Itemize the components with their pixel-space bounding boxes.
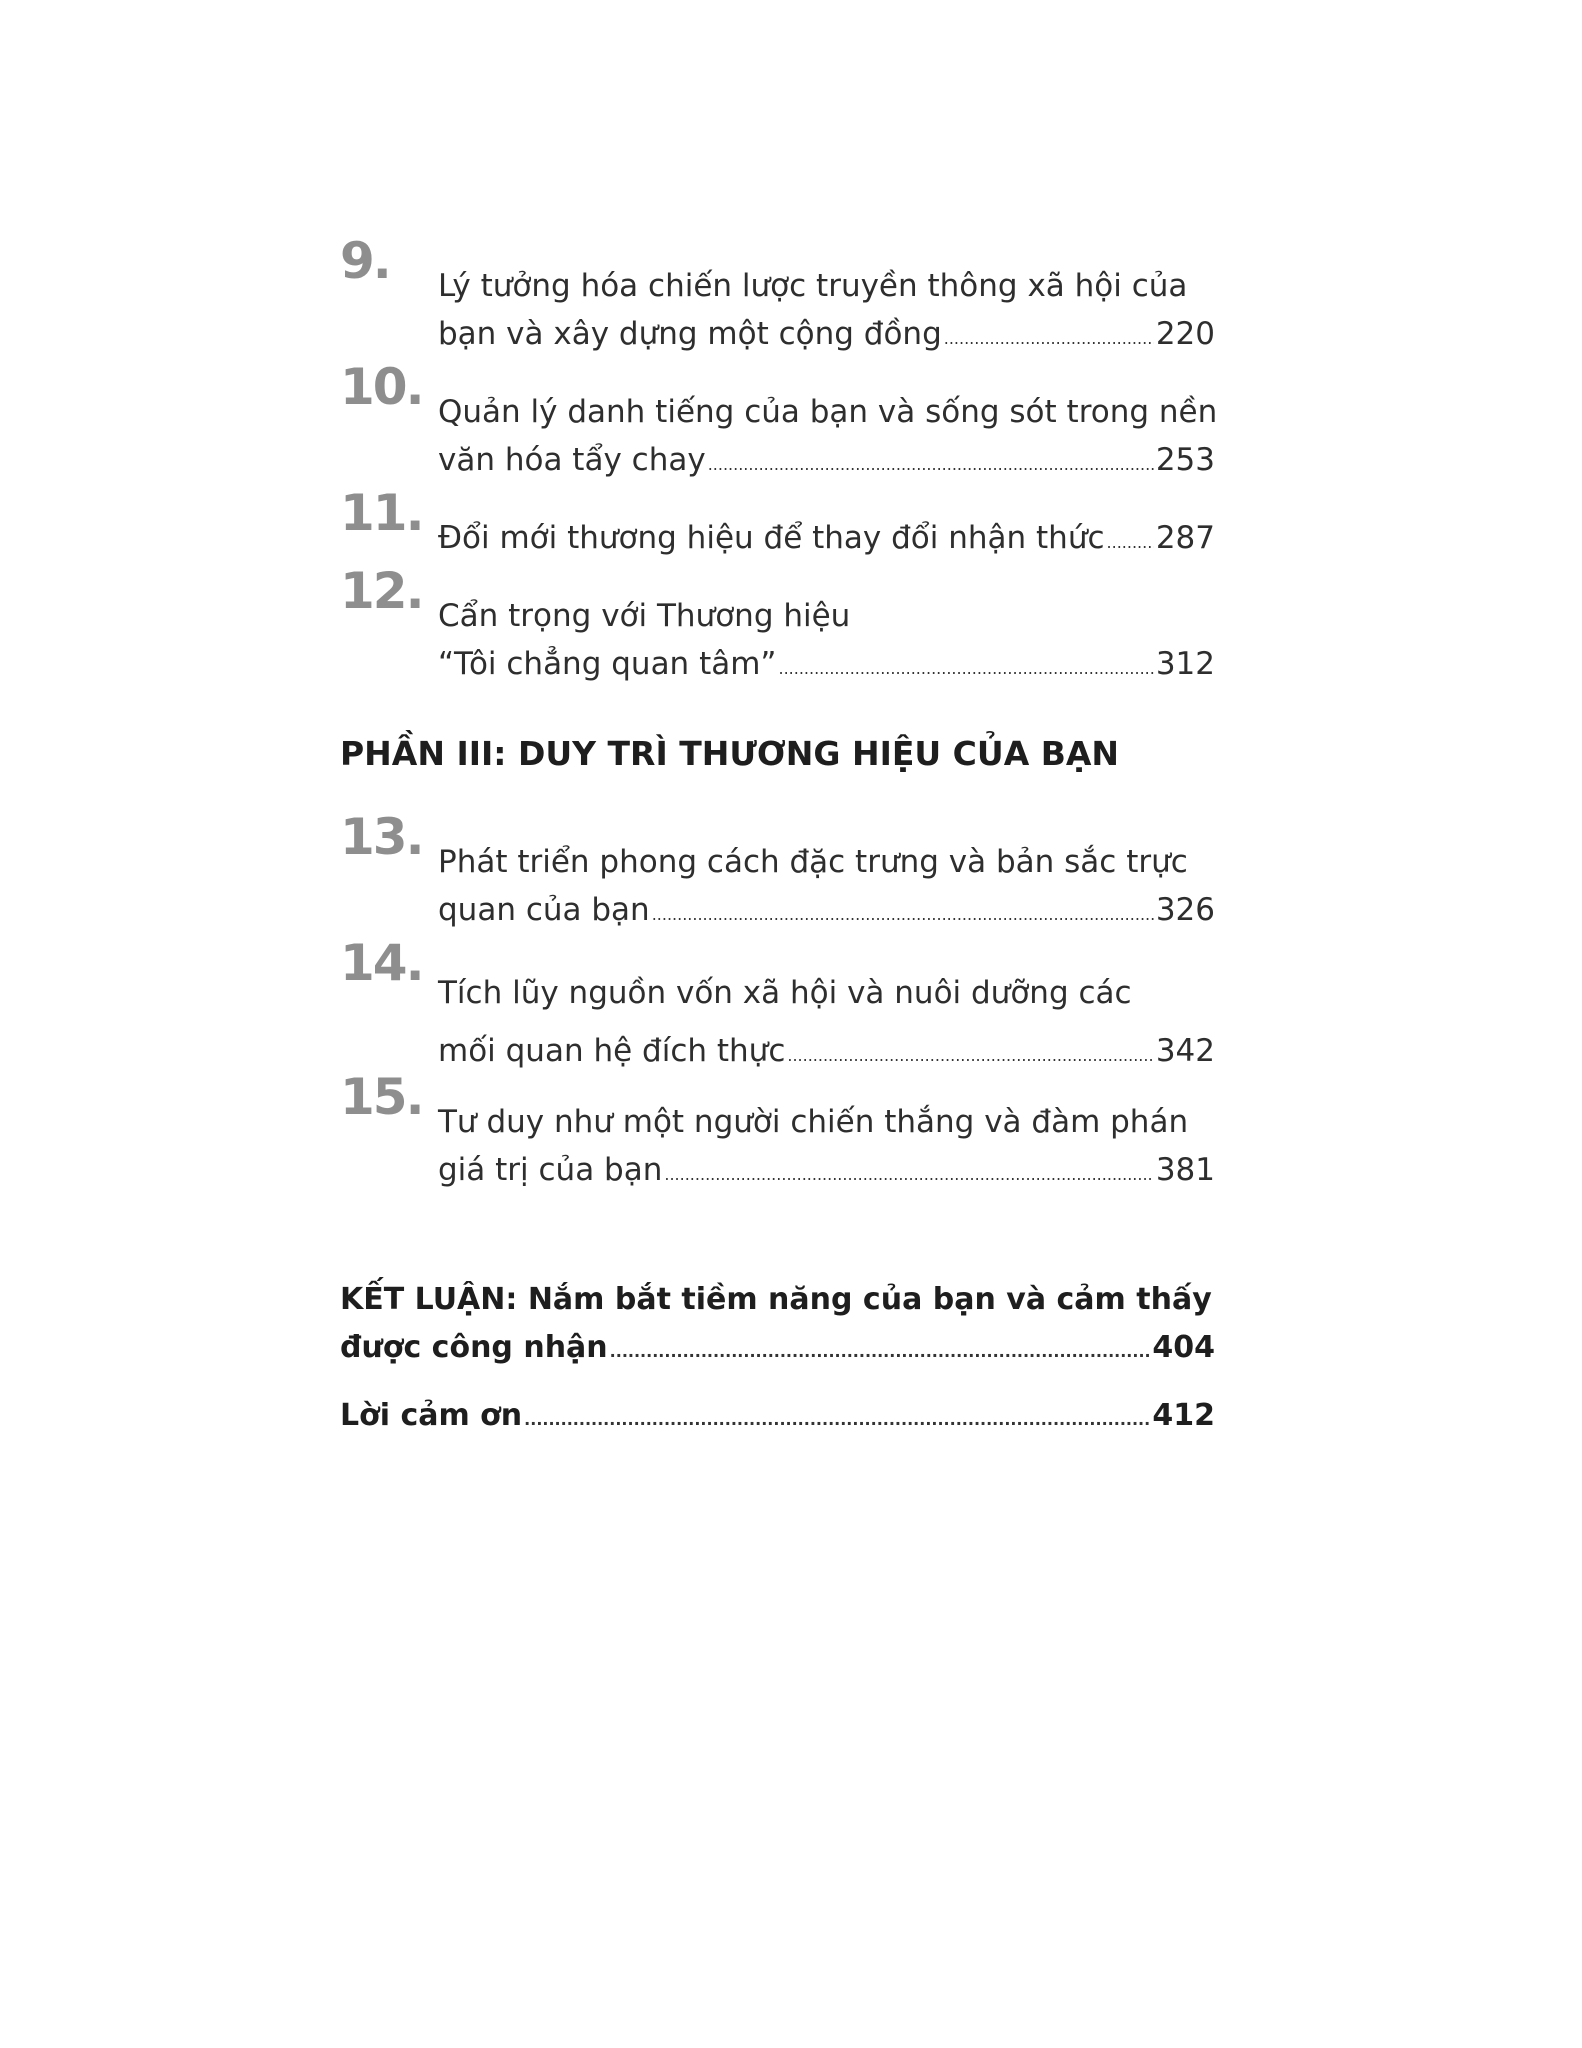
chapter-title-line: Lý tưởng hóa chiến lược truyền thông xã hội của — [438, 268, 1188, 304]
dot-leader — [524, 1396, 1150, 1444]
chapter-title-line: Quản lý danh tiếng của bạn và sống sót trong nền — [438, 394, 1218, 430]
chapter-title-line: quan của bạn — [438, 892, 650, 928]
conclusion-title-line: KẾT LUẬN: Nắm bắt tiềm năng của bạn và cảm thấy — [340, 1282, 1212, 1317]
chapter-number: 12. — [340, 562, 423, 620]
chapter-title-line: “Tôi chẳng quan tâm” — [438, 646, 777, 682]
chapter-number: 14. — [340, 934, 423, 992]
page-number: 342 — [1155, 1033, 1215, 1069]
page-number: 287 — [1155, 520, 1215, 556]
toc-entry-conclusion[interactable] — [340, 1276, 1215, 1376]
chapter-title-line: giá trị của bạn — [438, 1152, 663, 1188]
chapter-title-line: bạn và xây dựng một cộng đồng — [438, 316, 942, 352]
chapter-title-line: Tích lũy nguồn vốn xã hội và nuôi dưỡng các — [438, 975, 1132, 1011]
section-heading: PHẦN III: DUY TRÌ THƯƠNG HIỆU CỦA BẠN — [340, 734, 1120, 773]
page-number: 412 — [1152, 1398, 1215, 1433]
chapter-number: 15. — [340, 1068, 423, 1126]
dot-leader — [708, 441, 1154, 489]
page-number: 326 — [1155, 892, 1215, 928]
dot-leader — [787, 1027, 1153, 1085]
chapter-title-line: Cẩn trọng với Thương hiệu — [438, 598, 851, 634]
page-number: 220 — [1155, 316, 1215, 352]
page-number: 404 — [1152, 1330, 1215, 1365]
dot-leader — [664, 1151, 1153, 1199]
page-number: 312 — [1155, 646, 1215, 682]
chapter-title-line: Phát triển phong cách đặc trưng và bản sắc trực — [438, 844, 1188, 880]
toc-entry-acknowledgements[interactable] — [340, 1392, 1215, 1444]
dot-leader — [610, 1328, 1151, 1376]
chapter-title-line: văn hóa tẩy chay — [438, 442, 706, 478]
acknowledgements-label: Lời cảm ơn — [340, 1398, 523, 1433]
dot-leader — [944, 315, 1154, 363]
page-number: 253 — [1155, 442, 1215, 478]
dot-leader — [652, 891, 1154, 939]
dot-leader — [1107, 519, 1154, 567]
chapter-number: 13. — [340, 808, 423, 866]
chapter-title-line: Đổi mới thương hiệu để thay đổi nhận thức — [438, 520, 1105, 556]
page-number: 381 — [1155, 1152, 1215, 1188]
chapter-title-line: Tư duy như một người chiến thắng và đàm phán — [438, 1104, 1189, 1140]
conclusion-title-line: được công nhận — [340, 1330, 608, 1365]
chapter-title-line: mối quan hệ đích thực — [438, 1033, 786, 1069]
chapter-number: 10. — [340, 358, 423, 416]
chapter-number: 9. — [340, 232, 390, 290]
dot-leader — [778, 645, 1153, 693]
chapter-number: 11. — [340, 484, 423, 542]
